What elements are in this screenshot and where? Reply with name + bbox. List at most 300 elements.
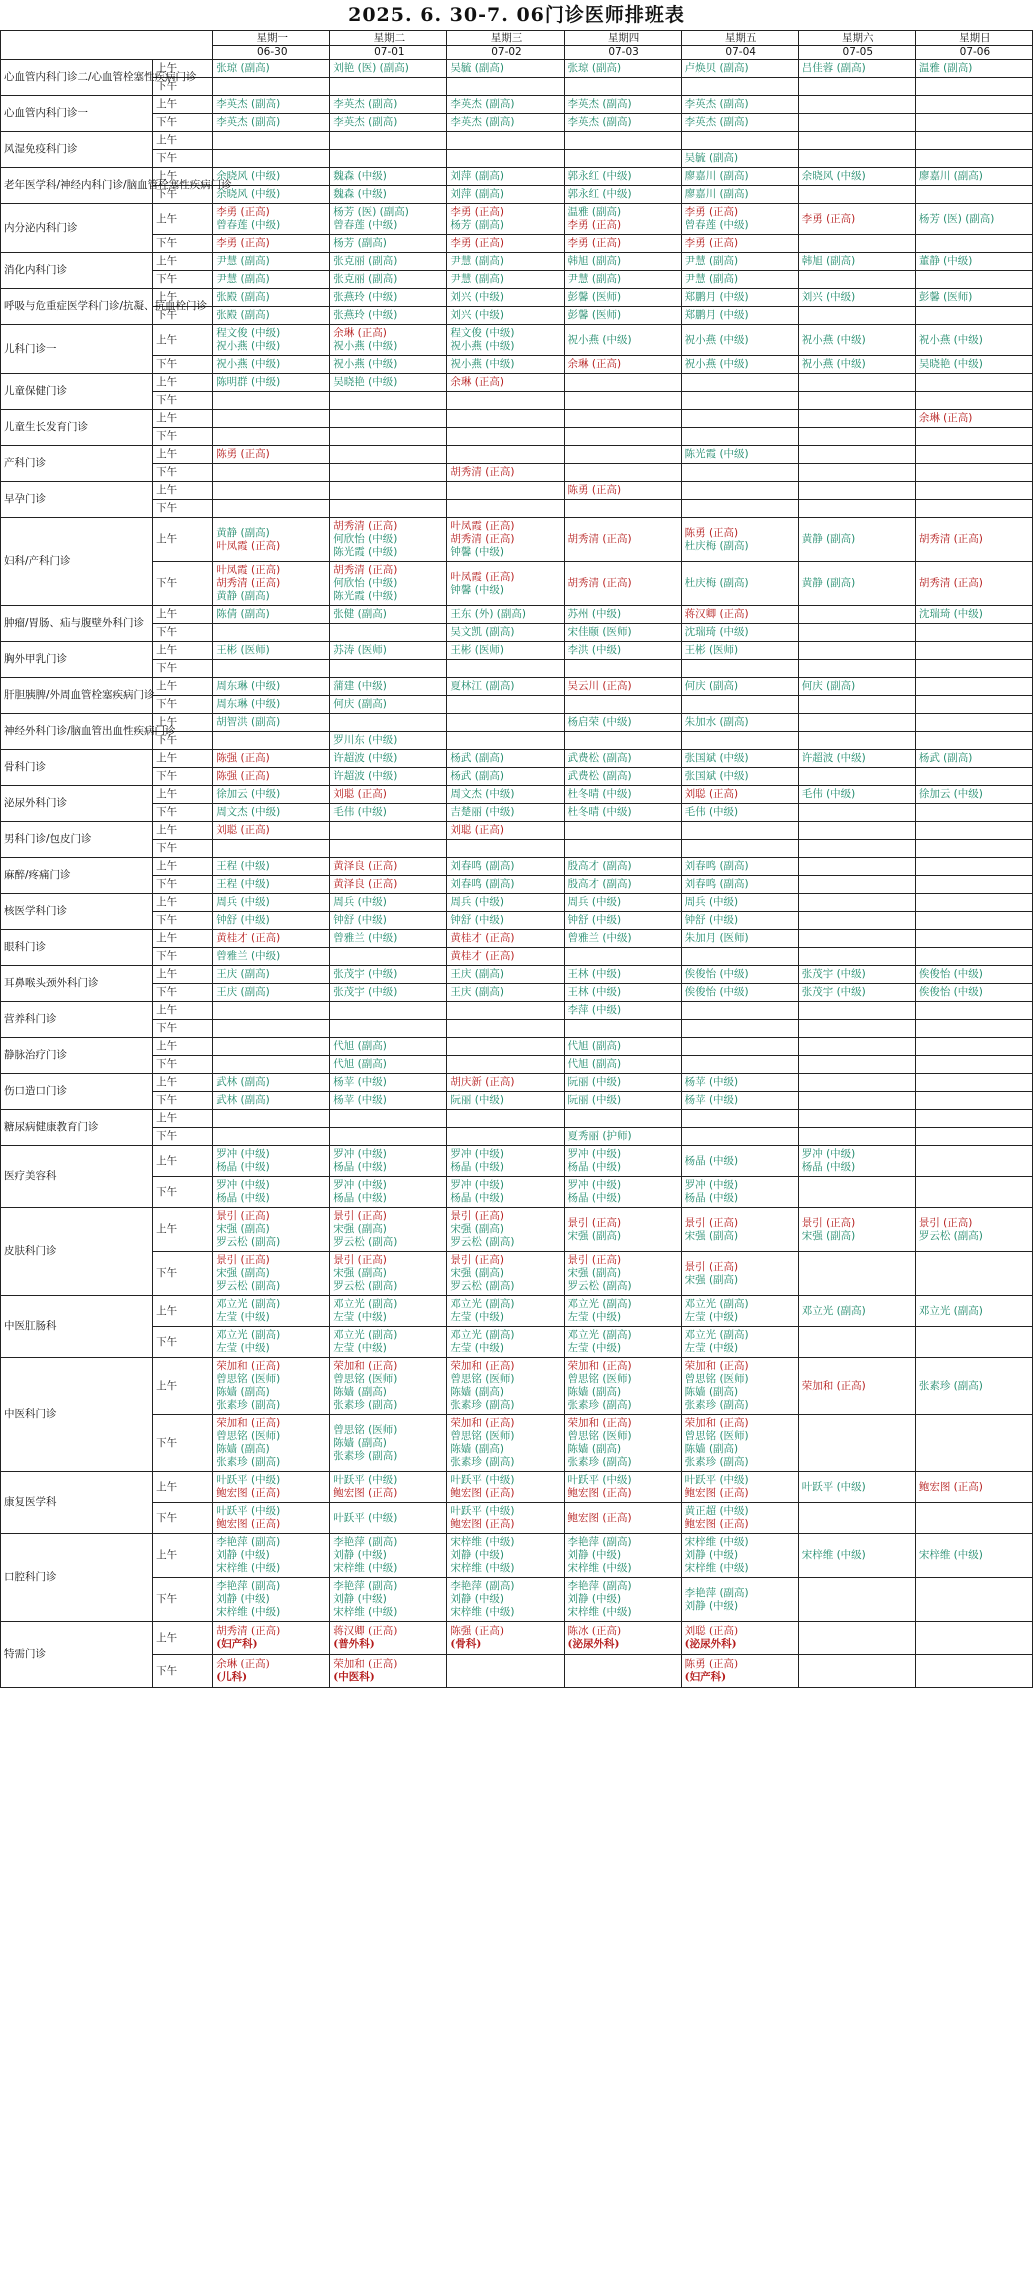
- table-row: [1, 1020, 1033, 1038]
- schedule-cell: [564, 1534, 681, 1578]
- table-row: [1, 1208, 1033, 1252]
- schedule-cell: [681, 642, 798, 660]
- afternoon-label: 下午: [153, 1415, 213, 1472]
- schedule-cell: [915, 768, 1032, 786]
- schedule-cell: [330, 1252, 447, 1296]
- doctor-entry: 刘聪 (正高): [684, 788, 739, 800]
- schedule-cell: [798, 1208, 915, 1252]
- doctor-entry: 廖嘉川 (副高): [918, 170, 983, 182]
- doctor-entry: 许超波 (中级): [333, 770, 398, 782]
- special-cell: [213, 1622, 330, 1655]
- schedule-cell: [681, 307, 798, 325]
- schedule-cell: [213, 1534, 330, 1578]
- schedule-cell: [447, 912, 564, 930]
- date-header: 07-03: [564, 46, 681, 60]
- morning-label: 上午: [153, 446, 213, 464]
- department-name: 麻醉/疼痛门诊: [1, 858, 153, 894]
- doctor-entry: 毛伟 (中级): [684, 806, 739, 818]
- doctor-entry: 杜庆梅 (副高): [684, 577, 749, 589]
- schedule-cell: [447, 1146, 564, 1177]
- doctor-entry: 罗云松 (副高): [216, 1236, 281, 1248]
- afternoon-label: 下午: [153, 660, 213, 678]
- special-cell: [330, 1655, 447, 1688]
- schedule-cell: [447, 1358, 564, 1415]
- afternoon-label: 下午: [153, 876, 213, 894]
- schedule-cell: [798, 840, 915, 858]
- morning-label: 上午: [153, 132, 213, 150]
- schedule-cell: [330, 271, 447, 289]
- doctor-entry: 曾雅兰 (中级): [216, 950, 281, 962]
- special-doctor: 余琳 (正高): [216, 1658, 270, 1670]
- doctor-entry: 王庆 (副高): [216, 986, 270, 998]
- schedule-cell: [330, 822, 447, 840]
- doctor-entry: 杜庆梅 (副高): [684, 539, 749, 552]
- special-cell: [213, 1655, 330, 1688]
- doctor-entry: 尹慧 (副高): [216, 273, 270, 285]
- schedule-cell: [681, 1020, 798, 1038]
- schedule-cell: [564, 78, 681, 96]
- doctor-entry: 鲍宏图 (正高): [216, 1518, 281, 1530]
- special-cell: [681, 1655, 798, 1688]
- afternoon-label: 下午: [153, 500, 213, 518]
- schedule-cell: [213, 482, 330, 500]
- table-row: [1, 1622, 1033, 1655]
- doctor-entry: 夏秀丽 (护师): [567, 1130, 632, 1142]
- afternoon-label: 下午: [153, 271, 213, 289]
- doctor-entry: 余晓风 (中级): [216, 170, 281, 182]
- schedule-cell: [915, 930, 1032, 948]
- morning-label: 上午: [153, 1534, 213, 1578]
- table-row: [1, 1415, 1033, 1472]
- doctor-entry: 刘静 (中级): [450, 1549, 504, 1561]
- schedule-cell: [213, 1208, 330, 1252]
- schedule-cell: [564, 464, 681, 482]
- doctor-entry: 韩旭 (副高): [567, 255, 622, 267]
- schedule-cell: [447, 1534, 564, 1578]
- schedule-table: [0, 30, 1033, 1688]
- schedule-cell: [564, 96, 681, 114]
- schedule-cell: [447, 678, 564, 696]
- schedule-cell: [564, 1177, 681, 1208]
- department-name: 皮肤科门诊: [1, 1208, 153, 1296]
- schedule-cell: [681, 78, 798, 96]
- doctor-entry: 杨武 (副高): [450, 752, 504, 764]
- doctor-entry: 代旭 (副高): [333, 1040, 387, 1052]
- morning-label: 上午: [153, 1110, 213, 1128]
- afternoon-label: 下午: [153, 804, 213, 822]
- weekday-header: 星期一: [213, 31, 330, 46]
- doctor-entry: 曾春莲 (中级): [216, 219, 281, 231]
- doctor-entry: 苏涛 (医师): [333, 644, 387, 656]
- table-row: [1, 562, 1033, 606]
- doctor-entry: 殷高才 (副高): [567, 860, 632, 872]
- table-row: [1, 271, 1033, 289]
- schedule-cell: [915, 966, 1032, 984]
- doctor-entry: 胡秀清 (正高): [333, 564, 398, 576]
- schedule-cell: [447, 804, 564, 822]
- schedule-cell: [564, 786, 681, 804]
- doctor-entry: 祝小燕 (中级): [450, 340, 515, 352]
- doctor-entry: 卢焕贝 (副高): [684, 62, 749, 74]
- schedule-cell: [330, 660, 447, 678]
- table-row: [1, 930, 1033, 948]
- schedule-cell: [681, 786, 798, 804]
- schedule-cell: [798, 392, 915, 410]
- schedule-cell: [213, 392, 330, 410]
- table-row: [1, 60, 1033, 78]
- schedule-cell: [798, 984, 915, 1002]
- table-row: [1, 660, 1033, 678]
- schedule-cell: [447, 1503, 564, 1534]
- doctor-entry: 杨苹 (中级): [333, 1094, 387, 1106]
- department-name: 胸外甲乳门诊: [1, 642, 153, 678]
- doctor-entry: 周东琳 (中级): [216, 698, 281, 710]
- schedule-cell: [915, 1074, 1032, 1092]
- afternoon-label: 下午: [153, 624, 213, 642]
- doctor-entry: 刘兴 (中级): [450, 309, 504, 321]
- page-title: 2025. 6. 30-7. 06门诊医师排班表: [348, 4, 685, 26]
- schedule-cell: [681, 624, 798, 642]
- doctor-entry: 杨启荣 (中级): [567, 716, 632, 728]
- doctor-entry: 宋梓维 (中级): [450, 1536, 515, 1548]
- doctor-entry: 刘兴 (中级): [801, 291, 856, 303]
- schedule-cell: [915, 1503, 1032, 1534]
- doctor-entry: 宋强 (副高): [450, 1267, 504, 1279]
- schedule-cell: [447, 428, 564, 446]
- doctor-entry: 荣加和 (正高): [801, 1379, 866, 1392]
- schedule-cell: [798, 1128, 915, 1146]
- schedule-cell: [564, 1503, 681, 1534]
- schedule-cell: [798, 96, 915, 114]
- doctor-entry: 曾春莲 (中级): [333, 219, 398, 231]
- table-row: [1, 984, 1033, 1002]
- schedule-cell: [564, 410, 681, 428]
- schedule-cell: [213, 356, 330, 374]
- doctor-entry: 宋强 (副高): [801, 1229, 856, 1242]
- department-name: 男科门诊/包皮门诊: [1, 822, 153, 858]
- schedule-cell: [681, 1056, 798, 1074]
- schedule-cell: [330, 446, 447, 464]
- doctor-entry: 韩旭 (副高): [801, 255, 856, 267]
- doctor-entry: 黄静 (副高): [801, 533, 856, 545]
- schedule-cell: [330, 1020, 447, 1038]
- schedule-cell: [681, 392, 798, 410]
- doctor-entry: 祝小燕 (中级): [801, 333, 866, 346]
- schedule-cell: [915, 150, 1032, 168]
- schedule-cell: [564, 930, 681, 948]
- schedule-cell: [681, 1074, 798, 1092]
- schedule-cell: [447, 750, 564, 768]
- schedule-cell: [447, 78, 564, 96]
- schedule-cell: [213, 186, 330, 204]
- doctor-entry: 景引 (正高): [567, 1216, 622, 1229]
- doctor-entry: 叶跃平 (中级): [684, 1474, 749, 1486]
- schedule-cell: [447, 768, 564, 786]
- doctor-entry: 徐加云 (中级): [918, 788, 983, 800]
- weekday-header: 星期二: [330, 31, 447, 46]
- schedule-cell: [564, 822, 681, 840]
- special-dept: (妇产科): [684, 1671, 727, 1683]
- special-cell: [564, 1655, 681, 1688]
- doctor-entry: 张殿 (副高): [216, 309, 270, 321]
- morning-label: 上午: [153, 858, 213, 876]
- doctor-entry: 吴文凯 (副高): [450, 626, 515, 638]
- schedule-cell: [213, 1146, 330, 1177]
- schedule-cell: [330, 410, 447, 428]
- doctor-entry: 周兵 (中级): [684, 896, 739, 908]
- doctor-entry: 朱加月 (医师): [684, 932, 749, 944]
- schedule-cell: [798, 1327, 915, 1358]
- schedule-cell: [330, 392, 447, 410]
- schedule-cell: [681, 696, 798, 714]
- schedule-cell: [564, 325, 681, 356]
- doctor-entry: 李英杰 (副高): [684, 98, 749, 110]
- schedule-cell: [447, 96, 564, 114]
- schedule-cell: [798, 168, 915, 186]
- schedule-cell: [213, 714, 330, 732]
- doctor-entry: 代旭 (副高): [567, 1040, 622, 1052]
- schedule-cell: [681, 1358, 798, 1415]
- afternoon-label: 下午: [153, 1056, 213, 1074]
- doctor-entry: 罗云松 (副高): [333, 1280, 398, 1292]
- morning-label: 上午: [153, 822, 213, 840]
- table-row: [1, 1327, 1033, 1358]
- schedule-cell: [798, 307, 915, 325]
- schedule-cell: [564, 1208, 681, 1252]
- afternoon-label: 下午: [153, 464, 213, 482]
- schedule-cell: [213, 562, 330, 606]
- doctor-entry: 钟馨 (中级): [450, 546, 504, 558]
- schedule-cell: [681, 1092, 798, 1110]
- schedule-cell: [564, 732, 681, 750]
- doctor-entry: 杜冬晴 (中级): [567, 788, 632, 800]
- doctor-entry: 钟舒 (中级): [567, 914, 622, 926]
- doctor-entry: 曾思铭 (医师): [684, 1430, 749, 1442]
- schedule-cell: [915, 1110, 1032, 1128]
- schedule-cell: [213, 150, 330, 168]
- afternoon-label: 下午: [153, 1655, 213, 1688]
- schedule-cell: [681, 1472, 798, 1503]
- doctor-entry: 李萍 (中级): [567, 1004, 622, 1016]
- doctor-entry: 吴毓 (副高): [450, 62, 504, 74]
- schedule-cell: [915, 750, 1032, 768]
- doctor-entry: 杨武 (副高): [450, 770, 504, 782]
- doctor-entry: 李英杰 (副高): [684, 116, 749, 128]
- doctor-entry: 李英杰 (副高): [216, 116, 281, 128]
- doctor-entry: 祝小燕 (中级): [333, 340, 398, 352]
- schedule-cell: [681, 464, 798, 482]
- schedule-cell: [681, 804, 798, 822]
- special-doctor: 荣加和 (正高): [333, 1658, 398, 1670]
- schedule-cell: [798, 768, 915, 786]
- doctor-entry: 何欣怡 (中级): [333, 533, 398, 545]
- doctor-entry: 左莹 (中级): [216, 1311, 270, 1323]
- schedule-cell: [681, 912, 798, 930]
- schedule-cell: [681, 168, 798, 186]
- schedule-cell: [915, 1534, 1032, 1578]
- doctor-entry: 周东琳 (中级): [216, 680, 281, 692]
- doctor-entry: 李英杰 (副高): [567, 116, 632, 128]
- schedule-cell: [915, 428, 1032, 446]
- doctor-entry: 陈勇 (正高): [216, 448, 270, 460]
- doctor-entry: 罗冲 (中级): [567, 1179, 622, 1191]
- doctor-entry: 杨武 (副高): [918, 752, 973, 764]
- doctor-entry: 张素珍 (副高): [333, 1449, 398, 1462]
- schedule-cell: [798, 410, 915, 428]
- table-row: [1, 948, 1033, 966]
- morning-label: 上午: [153, 930, 213, 948]
- schedule-cell: [213, 464, 330, 482]
- doctor-entry: 荣加和 (正高): [567, 1360, 632, 1372]
- schedule-cell: [330, 325, 447, 356]
- doctor-entry: 陈嫱 (副高): [684, 1443, 739, 1455]
- schedule-cell: [213, 235, 330, 253]
- doctor-entry: 叶跃平 (中级): [450, 1474, 515, 1486]
- morning-label: 上午: [153, 966, 213, 984]
- schedule-cell: [798, 1252, 915, 1296]
- schedule-cell: [213, 1472, 330, 1503]
- doctor-entry: 钟舒 (中级): [216, 914, 270, 926]
- schedule-cell: [213, 876, 330, 894]
- doctor-entry: 程文俊 (中级): [216, 327, 281, 339]
- schedule-cell: [330, 235, 447, 253]
- schedule-cell: [447, 168, 564, 186]
- doctor-entry: 叶凤霞 (正高): [450, 570, 515, 583]
- schedule-cell: [447, 966, 564, 984]
- doctor-entry: 周兵 (中级): [450, 896, 504, 908]
- doctor-entry: 邓立光 (副高): [567, 1329, 632, 1341]
- doctor-entry: 罗川东 (中级): [333, 734, 398, 746]
- department-name: 消化内科门诊: [1, 253, 153, 289]
- doctor-entry: 陈嫱 (副高): [684, 1386, 739, 1398]
- schedule-cell: [564, 132, 681, 150]
- doctor-entry: 沈瑞琦 (中级): [918, 608, 983, 620]
- schedule-cell: [213, 204, 330, 235]
- schedule-cell: [681, 606, 798, 624]
- schedule-cell: [681, 253, 798, 271]
- morning-label: 上午: [153, 642, 213, 660]
- doctor-entry: 黄静 (副高): [216, 590, 270, 602]
- doctor-entry: 邓立光 (副高): [333, 1298, 398, 1310]
- department-name: 产科门诊: [1, 446, 153, 482]
- doctor-entry: 陈嫱 (副高): [567, 1386, 622, 1398]
- schedule-cell: [564, 114, 681, 132]
- morning-label: 上午: [153, 325, 213, 356]
- schedule-cell: [681, 1038, 798, 1056]
- schedule-cell: [798, 642, 915, 660]
- schedule-cell: [330, 518, 447, 562]
- doctor-entry: 罗冲 (中级): [567, 1148, 622, 1160]
- schedule-cell: [681, 1208, 798, 1252]
- doctor-entry: 张素珍 (副高): [450, 1456, 515, 1468]
- schedule-cell: [798, 114, 915, 132]
- table-row: [1, 325, 1033, 356]
- schedule-cell: [564, 168, 681, 186]
- schedule-cell: [915, 132, 1032, 150]
- department-name: 心血管内科门诊一: [1, 96, 153, 132]
- doctor-entry: 景引 (正高): [216, 1254, 270, 1266]
- doctor-entry: 荣加和 (正高): [567, 1417, 632, 1429]
- schedule-cell: [564, 1415, 681, 1472]
- morning-label: 上午: [153, 606, 213, 624]
- table-row: [1, 518, 1033, 562]
- doctor-entry: 张素珍 (副高): [216, 1456, 281, 1468]
- schedule-cell: [681, 966, 798, 984]
- schedule-cell: [564, 1002, 681, 1020]
- schedule-cell: [330, 464, 447, 482]
- department-name: 风湿免疫科门诊: [1, 132, 153, 168]
- doctor-entry: 荣加和 (正高): [684, 1417, 749, 1429]
- special-cell: [915, 1622, 1032, 1655]
- schedule-cell: [447, 876, 564, 894]
- schedule-cell: [330, 858, 447, 876]
- schedule-cell: [798, 1146, 915, 1177]
- schedule-cell: [330, 1358, 447, 1415]
- schedule-cell: [213, 732, 330, 750]
- schedule-cell: [330, 1056, 447, 1074]
- table-row: [1, 1074, 1033, 1092]
- special-cell: [798, 1622, 915, 1655]
- doctor-entry: 鲍宏图 (正高): [567, 1487, 632, 1499]
- schedule-cell: [213, 60, 330, 78]
- doctor-entry: 胡智洪 (副高): [216, 716, 281, 728]
- doctor-entry: 宋梓维 (中级): [450, 1606, 515, 1618]
- doctor-entry: 余琳 (正高): [918, 412, 973, 424]
- doctor-entry: 景引 (正高): [450, 1254, 504, 1266]
- schedule-cell: [447, 606, 564, 624]
- doctor-entry: 武林 (副高): [216, 1094, 270, 1106]
- schedule-cell: [798, 732, 915, 750]
- doctor-entry: 刘春鸣 (副高): [450, 878, 515, 890]
- doctor-entry: 宋梓维 (中级): [216, 1562, 281, 1574]
- schedule-cell: [798, 660, 915, 678]
- schedule-cell: [798, 464, 915, 482]
- schedule-cell: [330, 186, 447, 204]
- schedule-cell: [213, 804, 330, 822]
- special-dept: (妇产科): [216, 1638, 258, 1650]
- schedule-cell: [915, 446, 1032, 464]
- department-name: 静脉治疗门诊: [1, 1038, 153, 1074]
- doctor-entry: 何欣怡 (中级): [333, 577, 398, 589]
- schedule-cell: [798, 750, 915, 768]
- doctor-entry: 李勇 (正高): [801, 212, 856, 225]
- special-dept: (中医科): [333, 1671, 375, 1683]
- schedule-cell: [564, 428, 681, 446]
- schedule-cell: [213, 1296, 330, 1327]
- doctor-entry: 宋梓维 (中级): [450, 1562, 515, 1574]
- schedule-cell: [564, 562, 681, 606]
- schedule-cell: [915, 840, 1032, 858]
- table-row: [1, 786, 1033, 804]
- schedule-cell: [213, 500, 330, 518]
- doctor-entry: 景引 (正高): [567, 1254, 622, 1266]
- schedule-cell: [213, 1578, 330, 1622]
- schedule-cell: [564, 1110, 681, 1128]
- schedule-cell: [447, 660, 564, 678]
- schedule-cell: [330, 642, 447, 660]
- afternoon-label: 下午: [153, 1020, 213, 1038]
- schedule-cell: [447, 696, 564, 714]
- table-row: [1, 168, 1033, 186]
- afternoon-label: 下午: [153, 562, 213, 606]
- schedule-cell: [798, 678, 915, 696]
- doctor-entry: 曾春莲 (中级): [684, 219, 749, 231]
- doctor-entry: 邓立光 (副高): [333, 1329, 398, 1341]
- table-row: [1, 1503, 1033, 1534]
- schedule-cell: [915, 1415, 1032, 1472]
- doctor-entry: 罗冲 (中级): [801, 1148, 856, 1160]
- schedule-cell: [915, 660, 1032, 678]
